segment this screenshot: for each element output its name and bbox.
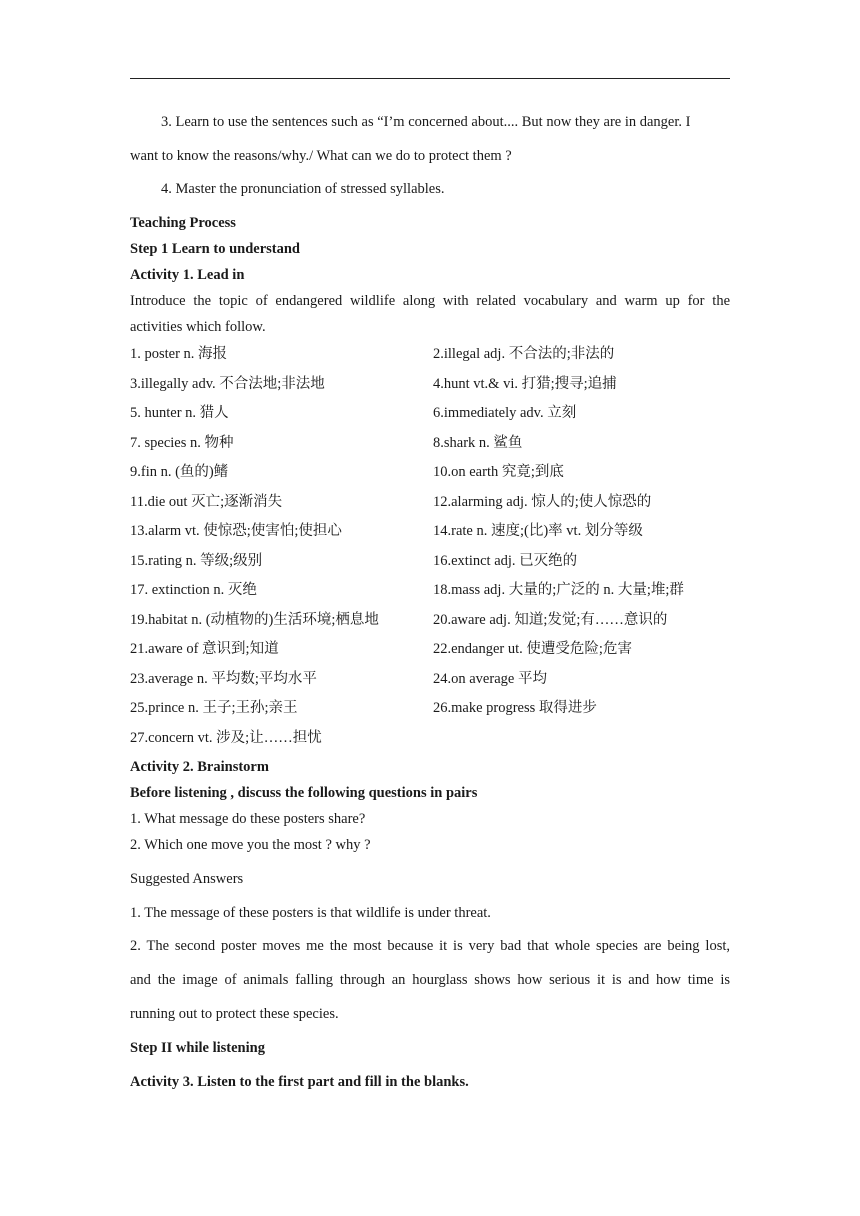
answer-1: 1. The message of these posters is that wildlife is under threat. <box>130 905 491 921</box>
vocab-item: 1. poster n. 海报 <box>130 346 228 362</box>
vocab-item: 6.immediately adv. 立刻 <box>433 405 577 421</box>
vocab-item: 14.rate n. 速度;(比)率 vt. 划分等级 <box>433 523 643 539</box>
intro-line1: Introduce the topic of endangered wildlife along with related vocabulary and warm up for the <box>130 293 730 309</box>
vocab-item: 8.shark n. 鲨鱼 <box>433 435 523 451</box>
vocab-item: 4.hunt vt.& vi. 打猎;搜寻;追捕 <box>433 376 617 392</box>
before-listening-heading: Before listening , discuss the following questions in pairs <box>130 785 478 801</box>
teaching-process-heading: Teaching Process <box>130 215 236 231</box>
vocab-item: 27.concern vt. 涉及;让……担忧 <box>130 730 322 746</box>
vocab-item: 18.mass adj. 大量的;广泛的 n. 大量;堆;群 <box>433 582 684 598</box>
header-rule <box>130 78 730 79</box>
vocab-item: 26.make progress 取得进步 <box>433 700 597 716</box>
answer-2-line1: 2. The second poster moves me the most because it is very bad that whole species are being lost, <box>130 938 730 954</box>
activity3-heading: Activity 3. Listen to the first part and fill in the blanks. <box>130 1074 469 1090</box>
vocab-item: 11.die out 灭亡;逐渐消失 <box>130 494 283 510</box>
answer-2-line2: and the image of animals falling through an hourglass shows how serious it is and how time is <box>130 972 730 988</box>
vocab-item: 25.prince n. 王子;王孙;亲王 <box>130 700 298 716</box>
vocab-item: 10.on earth 究竟;到底 <box>433 464 564 480</box>
vocab-item: 2.illegal adj. 不合法的;非法的 <box>433 346 615 362</box>
vocab-item: 23.average n. 平均数;平均水平 <box>130 671 317 687</box>
intro-line2: activities which follow. <box>130 319 266 335</box>
activity1-heading: Activity 1. Lead in <box>130 267 245 283</box>
vocab-item: 21.aware of 意识到;知道 <box>130 641 279 657</box>
vocab-item: 16.extinct adj. 已灭绝的 <box>433 553 578 569</box>
vocab-item: 7. species n. 物种 <box>130 435 234 451</box>
vocab-item: 5. hunter n. 猎人 <box>130 405 229 421</box>
vocab-item: 17. extinction n. 灭绝 <box>130 582 257 598</box>
vocab-item: 19.habitat n. (动植物的)生活环境;栖息地 <box>130 612 379 628</box>
vocab-item: 12.alarming adj. 惊人的;使人惊恐的 <box>433 494 652 510</box>
vocab-item: 24.on average 平均 <box>433 671 547 687</box>
vocab-item: 9.fin n. (鱼的)鳍 <box>130 464 229 480</box>
answer-2-line3: running out to protect these species. <box>130 1006 339 1022</box>
step2-heading: Step II while listening <box>130 1040 265 1056</box>
step1-heading: Step 1 Learn to understand <box>130 241 300 257</box>
vocab-item: 3.illegally adv. 不合法地;非法地 <box>130 376 325 392</box>
activity2-heading: Activity 2. Brainstorm <box>130 759 269 775</box>
objective-4: 4. Master the pronunciation of stressed syllables. <box>161 181 445 197</box>
vocab-item: 15.rating n. 等级;级别 <box>130 553 263 569</box>
vocab-item: 13.alarm vt. 使惊恐;使害怕;使担心 <box>130 523 342 539</box>
objective-3-line1: 3. Learn to use the sentences such as “I’m concerned about.... But now they are in danger. I <box>161 114 691 130</box>
question-1: 1. What message do these posters share? <box>130 811 366 827</box>
suggested-answers-label: Suggested Answers <box>130 871 244 887</box>
objective-3-line2: want to know the reasons/why./ What can we do to protect them ? <box>130 148 512 164</box>
vocab-item: 22.endanger ut. 使遭受危险;危害 <box>433 641 632 657</box>
question-2: 2. Which one move you the most ? why ? <box>130 837 371 853</box>
vocab-item: 20.aware adj. 知道;发觉;有……意识的 <box>433 612 668 628</box>
